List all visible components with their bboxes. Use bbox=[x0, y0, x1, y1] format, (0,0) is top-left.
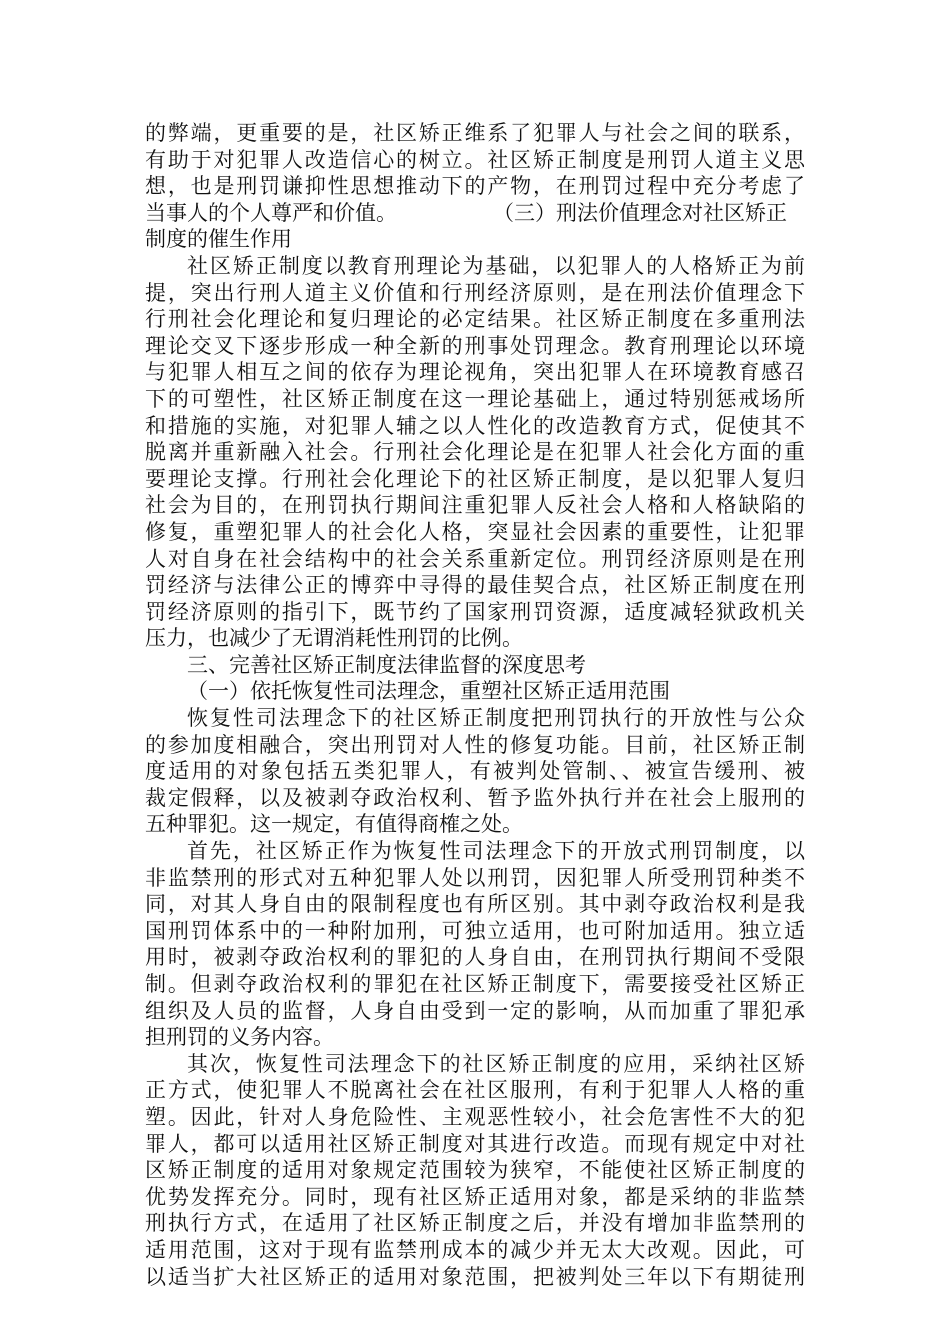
text-line: 组织及人员的监督，人身自由受到一定的影响，从而加重了罪犯承 bbox=[145, 998, 805, 1023]
text-line: 恢复性司法理念下的社区矫正制度把刑罚执行的开放性与公众 bbox=[187, 706, 805, 731]
text-line: 行刑社会化理论和复归理论的必定结果。社区矫正制度在多重刑法 bbox=[145, 307, 805, 332]
document-body bbox=[145, 120, 805, 1290]
text-line: 罚经济原则的指引下，既节约了国家刑罚资源，适度减轻狱政机关 bbox=[145, 599, 805, 624]
text-line: 五种罪犯。这一规定，有值得商榷之处。 bbox=[145, 812, 523, 837]
text-line: 压力，也减少了无谓消耗性刑罚的比例。 bbox=[145, 626, 523, 651]
subsection-heading: （一）依托恢复性司法理念，重塑社区矫正适用范围 bbox=[187, 679, 670, 704]
text-line: 正方式，使犯罪人不脱离社会在社区服刑，有利于犯罪人人格的重 bbox=[145, 1078, 805, 1103]
section-heading: 三、完善社区矫正制度法律监督的深度思考 bbox=[187, 652, 586, 677]
text-line: 制。但剥夺政治权利的罪犯在社区矫正制度下，需要接受社区矫正 bbox=[145, 972, 805, 996]
text-line: 有助于对犯罪人改造信心的树立。社区矫正制度是刑罚人道主义思 bbox=[145, 147, 805, 172]
text-line: 裁定假释，以及被剥夺政治权利、暂予监外执行并在社会上服刑的 bbox=[145, 785, 805, 810]
text-line: 其次，恢复性司法理念下的社区矫正制度的应用，采纳社区矫 bbox=[187, 1051, 805, 1076]
text-line bbox=[145, 200, 805, 227]
text-line: 以适当扩大社区矫正的适用对象范围，把被判处三年以下有期徒刑 bbox=[145, 1264, 805, 1289]
text-line: 罚经济与法律公正的博弈中寻得的最佳契合点，社区矫正制度在刑 bbox=[145, 573, 805, 598]
text-line: 的参加度相融合，突出刑罚对人性的修复功能。目前，社区矫正制 bbox=[145, 732, 805, 757]
text-line: 想，也是刑罚谦抑性思想推动下的产物，在刑罚过程中充分考虑了 bbox=[145, 174, 805, 199]
text-line: 要理论支撑。行刑社会化理论下的社区矫正制度，是以犯罪人复归 bbox=[145, 466, 805, 491]
text-line: 的弊端，更重要的是，社区矫正维系了犯罪人与社会之间的联系， bbox=[145, 121, 805, 145]
text-line: 首先，社区矫正作为恢复性司法理念下的开放式刑罚制度，以 bbox=[187, 839, 805, 864]
text-line: 社会为目的，在刑罚执行期间注重犯罪人反社会人格和人格缺陷的 bbox=[145, 493, 805, 518]
text-line: 修复，重塑犯罪人的社会化人格，突显社会因素的重要性，让犯罪 bbox=[145, 519, 805, 544]
text-line: 与犯罪人相互之间的依存为理论视角，突出犯罪人在环境教育感召 bbox=[145, 360, 805, 385]
text-line: 和措施的实施，对犯罪人辅之以人性化的改造教育方式，促使其不 bbox=[145, 413, 805, 438]
text-line: 塑。因此，针对人身危险性、主观恶性较小，社会危害性不大的犯 bbox=[145, 1104, 805, 1129]
text-line: 区矫正制度的适用对象规定范围较为狭窄，不能使社区矫正制度的 bbox=[145, 1158, 805, 1183]
text-line: 度适用的对象包括五类犯罪人，有被判处管制、、被宣告缓刑、被 bbox=[145, 759, 805, 784]
text-line: 同，对其人身自由的限制程度也有所区别。其中剥夺政治权利是我 bbox=[145, 892, 805, 917]
text-line: 非监禁刑的形式对五种犯罪人处以刑罚，因犯罪人所受刑罚种类不 bbox=[145, 865, 805, 890]
text-line: 制度的催生作用 bbox=[145, 227, 292, 252]
section-heading: （三）刑法价值理念对社区矫正 bbox=[493, 200, 787, 225]
text-line: 脱离并重新融入社会。行刑社会化理论是在犯罪人社会化方面的重 bbox=[145, 440, 805, 465]
text-line: 刑执行方式，在适用了社区矫正制度之后，并没有增加非监禁刑的 bbox=[145, 1211, 805, 1236]
text-line: 罪人，都可以适用社区矫正制度对其进行改造。而现有规定中对社 bbox=[145, 1131, 805, 1156]
text-line: 社区矫正制度以教育刑理论为基础，以犯罪人的人格矫正为前 bbox=[187, 253, 805, 278]
text-line: 下的可塑性，社区矫正制度在这一理论基础上，通过特别惩戒场所 bbox=[145, 386, 805, 411]
text-line: 提，突出行刑人道主义价值和行刑经济原则，是在刑法价值理念下 bbox=[145, 280, 805, 305]
text-line: 用时，被剥夺政治权利的罪犯的人身自由，在刑罚执行期间不受限 bbox=[145, 945, 805, 970]
text-line: 适用范围，这对于现有监禁刑成本的减少并无太大改观。因此，可 bbox=[145, 1237, 805, 1262]
text-line: 人对自身在社会结构中的社会关系重新定位。刑罚经济原则是在刑 bbox=[145, 546, 805, 571]
text-line: 担刑罚的义务内容。 bbox=[145, 1025, 334, 1050]
text-line: 优势发挥充分。同时，现有社区矫正适用对象，都是采纳的非监禁 bbox=[145, 1184, 805, 1209]
text-line: 理论交叉下逐步形成一种全新的刑事处罚理念。教育刑理论以环境 bbox=[145, 333, 805, 358]
text-line: 国刑罚体系中的一种附加刑，可独立适用，也可附加适用。独立适 bbox=[145, 918, 805, 943]
text-fragment: 当事人的个人尊严和价值。 bbox=[145, 200, 397, 225]
